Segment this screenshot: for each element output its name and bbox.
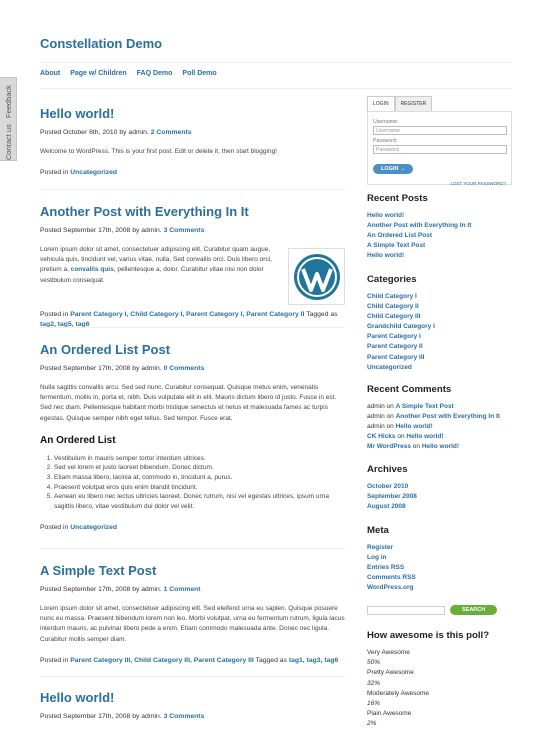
category-link[interactable]: Child Category I — [367, 293, 417, 300]
poll-option-label: Moderately Awesome — [367, 689, 430, 697]
recent-post-link[interactable]: A Simple Text Post — [367, 242, 426, 250]
meta-link[interactable]: Comments RSS — [367, 574, 416, 582]
category-link[interactable]: Uncategorized — [70, 524, 118, 532]
post-categories — [40, 523, 345, 533]
wordpress-icon — [292, 252, 342, 302]
post-meta-text: Posted September 17th, 2008 by admin. — [40, 365, 162, 372]
login-tabs — [367, 96, 512, 111]
nav-item-about[interactable]: About — [40, 70, 61, 77]
post-meta — [40, 586, 345, 593]
post-simple-text — [40, 563, 345, 666]
recent-comment-item — [367, 422, 512, 432]
comment-author-link[interactable]: CK Hicks — [367, 433, 396, 441]
comments-link[interactable]: 0 Comments — [163, 365, 205, 372]
post-hello-world-2 — [40, 690, 345, 730]
username-input[interactable]: Username — [373, 126, 507, 135]
recent-comment-item — [367, 442, 512, 452]
main-nav — [40, 70, 227, 77]
category-link[interactable]: Parent Category III — [367, 353, 425, 361]
meta-link[interactable]: Log in — [367, 554, 387, 562]
comment-post-link[interactable]: Hello world! — [421, 443, 460, 451]
password-input[interactable]: Password — [373, 145, 507, 154]
inline-link[interactable]: convallis quis — [70, 266, 114, 274]
post-divider — [40, 189, 345, 190]
comments-link[interactable]: 3 Comments — [163, 713, 205, 720]
recent-post-link[interactable]: Hello world! — [367, 252, 405, 260]
on-label: on — [386, 403, 394, 410]
widget-title: Recent Posts — [367, 193, 428, 204]
comments-link[interactable]: 2 Comments — [150, 129, 192, 136]
tab-register[interactable]: REGISTER — [395, 96, 433, 111]
poll-option-label: Very Awesome — [367, 649, 410, 656]
meta-link[interactable]: Entries RSS — [367, 564, 405, 572]
post-another-post — [40, 204, 345, 330]
on-label: on — [397, 433, 405, 441]
posted-in-label: Posted in — [40, 311, 69, 318]
comment-author: admin — [367, 413, 385, 421]
post-body: Lorem ipsum dolor sit amet, consectetuer adipiscing elit. Sed eleifend urna eu sapien. Quisque posuere nunc eu massa. Praesent bibendum lorem non leo. Morbi volutpat, urna eu fermentum rutrum, ligula lacus interdum mauris, ac pulvinar libero pede a enim. Etiam commodo malesuada ante. Donec nec ligula. Curabitur mollis semper diam. — [40, 605, 345, 643]
recent-comment-item — [367, 412, 512, 422]
post-meta-text: Posted September 17th, 2008 by admin. — [40, 227, 162, 234]
on-label: on — [412, 443, 420, 451]
poll-option-percent: 32% — [367, 679, 381, 687]
post-meta — [40, 227, 345, 234]
post-body: Welcome to WordPress. This is your first post. Edit or delete it, then start blogging! — [40, 148, 277, 155]
meta-link[interactable]: Register — [367, 544, 394, 551]
password-label: Password: — [373, 138, 398, 144]
post-title[interactable]: Hello world! — [40, 106, 115, 121]
recent-comment-item — [367, 402, 512, 412]
poll-option-percent: 16% — [367, 700, 381, 708]
site-title[interactable]: Constellation Demo — [40, 36, 163, 51]
list-item: 3. Etiam massa libero, lacinia at, commodo in, tincidunt a, purus. — [54, 473, 345, 483]
categories-widget — [367, 274, 512, 373]
tag-links[interactable]: tag2, tag5, tag6 — [40, 321, 90, 328]
category-link[interactable]: Child Category II — [367, 303, 419, 311]
header-divider — [40, 62, 512, 63]
wordpress-logo-image — [288, 248, 345, 305]
post-meta — [40, 713, 345, 720]
posted-in-label: Posted in — [40, 656, 69, 664]
ordered-list — [40, 454, 345, 512]
list-item: 5. Aenean eu libero nec lectus ultricies laoreet. Donec rutrum, nisi vel egestas ultrices, ipsum urna sagittis libero, vitae vestibulum dui dolor vel velit. — [54, 492, 345, 511]
login-button[interactable]: LOGIN → — [373, 164, 413, 174]
list-item: 2. Sed vel lorem et justo laoreet bibendum. Donec dictum. — [54, 463, 345, 473]
post-title[interactable]: Another Post with Everything In It — [40, 204, 249, 219]
poll-widget — [367, 630, 512, 730]
post-body: Nulla sagittis convallis arcu. Sed sed nunc. Curabitur consequat. Quisque metus enim, venenatis fermentum, mollis in, porta et, nibh. Duis vulputate elit in elit. Mauris dictum libero id justo. Fusce in est. Sed nec diam. Pellentesque habitant morbi tristique senectus et netus et malesuada fames ac turpis egestas. Quisque semper nibh eget tellus. Sed tempor. Fusce erat. — [40, 384, 337, 422]
feedback-side-tab[interactable] — [0, 77, 17, 161]
post-divider — [40, 327, 345, 328]
widget-title: Categories — [367, 274, 417, 285]
category-link[interactable]: Uncategorized — [70, 169, 118, 177]
archives-widget — [367, 464, 512, 512]
on-label: on — [386, 413, 394, 421]
recent-post-link[interactable]: Hello world! — [367, 212, 405, 219]
poll-option-label: Plain Awesome — [367, 710, 412, 718]
post-body — [40, 245, 345, 299]
posted-in-label: Posted in — [40, 169, 69, 177]
post-ordered-list — [40, 342, 345, 533]
poll-option-percent: 50% — [367, 659, 381, 667]
archive-link[interactable]: September 2008 — [367, 493, 417, 501]
post-divider — [40, 676, 345, 677]
post-meta-text: Posted September 17th, 2008 by admin. — [40, 713, 162, 720]
search-button[interactable]: SEARCH — [450, 605, 497, 615]
comment-author-link[interactable]: Mr WordPress — [367, 443, 411, 451]
meta-widget — [367, 525, 512, 593]
category-link[interactable]: Uncategorized — [367, 363, 412, 371]
feedback-tab-label[interactable]: Feedback — [4, 85, 13, 118]
post-title[interactable]: An Ordered List Post — [40, 342, 171, 357]
recent-comment-item — [367, 432, 512, 442]
poll-option-percent: 2% — [367, 720, 377, 728]
comment-post-link[interactable]: Hello world! — [406, 433, 444, 441]
list-item: 4. Praesent volutpat eros quis enim blandit tincidunt. — [54, 483, 345, 493]
tagged-as-label: Tagged as — [306, 311, 338, 318]
search-widget — [367, 605, 512, 615]
username-label: Username: — [373, 119, 399, 125]
category-link[interactable]: Parent Category II — [367, 343, 423, 351]
list-item: 1. Vestibulum in mauris semper tortor interdum ultrices. — [54, 454, 345, 464]
tab-login[interactable]: LOGIN — [367, 96, 395, 111]
nav-item-faq-demo[interactable]: FAQ Demo — [136, 70, 173, 77]
comment-post-link[interactable]: Hello world! — [395, 423, 433, 431]
post-meta — [40, 129, 345, 136]
on-label: on — [386, 423, 394, 431]
meta-link[interactable]: WordPress.org — [367, 584, 414, 592]
comments-link[interactable]: 1 Comment — [163, 586, 201, 593]
comment-author: admin — [367, 423, 385, 431]
post-meta-text: Posted September 17th, 2008 by admin. — [40, 586, 162, 593]
comment-post-link[interactable]: A Simple Text Post — [395, 403, 454, 410]
post-meta — [40, 365, 345, 372]
comment-author: admin — [367, 403, 385, 410]
post-hello-world — [40, 106, 345, 178]
post-title[interactable]: A Simple Text Post — [40, 563, 157, 578]
archive-link[interactable]: August 2008 — [367, 503, 406, 511]
posted-in-label: Posted in — [40, 524, 69, 532]
poll-title: How awesome is this poll? — [367, 630, 490, 641]
search-input[interactable] — [367, 606, 445, 615]
category-link[interactable]: Child Category III — [367, 313, 421, 321]
post-subheading: An Ordered List — [40, 434, 116, 446]
contact-us-tab-label[interactable]: Contact us — [4, 124, 13, 160]
poll-option-label: Pretty Awesome — [367, 669, 414, 677]
post-categories — [40, 656, 345, 666]
login-widget — [367, 96, 512, 185]
comment-post-link[interactable]: Another Post with Everything In It — [395, 413, 500, 421]
tagged-as-label: Tagged as — [255, 656, 287, 664]
lost-password-link[interactable]: LOST YOUR PASSWORD? — [450, 181, 506, 186]
nav-item-page-w-children[interactable]: Page w/ Children — [70, 70, 127, 77]
post-divider — [40, 548, 345, 549]
post-categories — [40, 168, 345, 178]
tag-links[interactable]: tag1, tag3, tag6 — [288, 656, 339, 664]
nav-item-poll-demo[interactable]: Poll Demo — [182, 70, 217, 77]
login-form — [367, 111, 512, 185]
nav-divider — [40, 88, 512, 89]
post-body-text-end: , pellentesque a, dolor. Curabitur vitae nisi non dolor vestibulum consequat. — [40, 266, 264, 284]
category-link[interactable]: Grandchild Category I — [367, 323, 435, 331]
post-body-text: Lorem ipsum dolor sit amet, consectetuer adipiscing elit. Curabitur quam augue, vehicula quis, tincidunt vel, varius vitae, nulla. Sed convallis orci. Duis libero orci, pretium a, — [40, 246, 272, 274]
category-link[interactable]: Parent Category I — [367, 333, 421, 341]
post-title[interactable]: Hello world! — [40, 690, 115, 705]
category-links[interactable]: Parent Category I, Child Category I, Parent Category I, Parent Category II — [70, 311, 305, 318]
widget-title: Archives — [367, 464, 408, 475]
recent-posts-widget — [367, 193, 512, 261]
archive-link[interactable]: October 2010 — [367, 483, 409, 490]
recent-comments-widget — [367, 384, 512, 452]
recent-post-link[interactable]: An Ordered List Post — [367, 232, 433, 240]
recent-post-link[interactable]: Another Post with Everything In It — [367, 222, 472, 230]
comments-link[interactable]: 3 Comments — [163, 227, 205, 234]
widget-title: Meta — [367, 525, 389, 536]
post-meta-text: Posted October 6th, 2010 by admin. — [40, 129, 149, 136]
category-links[interactable]: Parent Category III, Child Category III, Parent Category III — [70, 656, 254, 664]
widget-title: Recent Comments — [367, 384, 452, 395]
